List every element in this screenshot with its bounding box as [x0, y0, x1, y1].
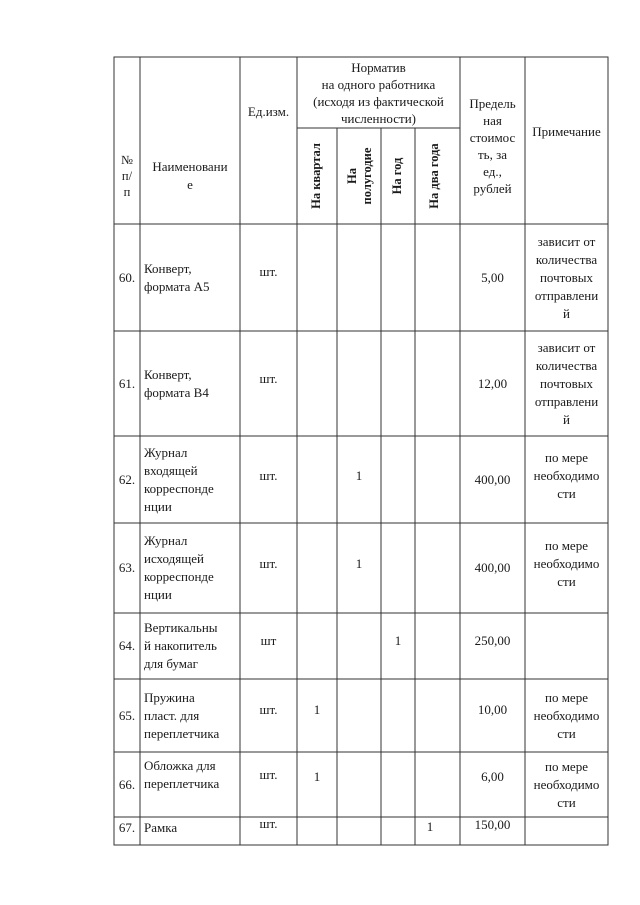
subheader-half: На полугодие: [345, 147, 374, 205]
row-65-unit: шт.: [259, 702, 278, 717]
row-61-unit: шт.: [259, 371, 278, 386]
row-65-num: 65.: [118, 707, 136, 723]
row-60-price: 5,00: [481, 269, 504, 285]
header-note: Примечание: [532, 124, 601, 139]
row-66-name: Обложка для переплетчика: [144, 758, 220, 791]
row-65-price: 10,00: [477, 702, 508, 717]
row-66-unit: шт.: [259, 767, 278, 782]
header-norm: Норматив на одного работника (исходя из фактической численности): [313, 59, 444, 126]
subheader-year: На год: [390, 157, 404, 195]
row-67-num: 67.: [118, 820, 136, 835]
row-61-note: зависит от количества почтовых отправлени й: [534, 339, 599, 427]
row-67-two-years: 1: [426, 819, 434, 834]
row-62-unit: шт.: [259, 468, 278, 483]
row-66-quarter: 1: [313, 769, 321, 784]
row-61-name: Конверт, формата В4: [144, 366, 209, 400]
subheader-two-years: На два года: [427, 143, 441, 209]
row-60-num: 60.: [118, 269, 136, 285]
row-62-half: 1: [355, 468, 363, 483]
row-64-name: Вертикальны й накопитель для бумаг: [144, 620, 218, 671]
row-67-unit: шт.: [259, 816, 278, 831]
row-64-price: 250,00: [474, 633, 511, 648]
row-61-price: 12,00: [477, 375, 508, 391]
row-65-note: по мере необходимо сти: [533, 689, 600, 741]
row-60-note: зависит от количества почтовых отправлени й: [534, 233, 599, 321]
row-62-note: по мере необходимо сти: [533, 450, 600, 501]
header-num: № п/ п: [121, 153, 133, 199]
row-62-num: 62.: [118, 471, 136, 487]
row-63-num: 63.: [118, 560, 136, 575]
row-61-num: 61.: [118, 375, 136, 391]
row-67-price: 150,00: [474, 817, 511, 832]
row-63-name: Журнал исходящей корреспонде нции: [144, 533, 214, 602]
header-price: Предель ная стоимос ть, за ед., рублей: [469, 96, 516, 196]
row-64-unit: шт: [260, 633, 277, 648]
row-60-name: Конверт, формата А5: [144, 260, 210, 294]
row-63-unit: шт.: [259, 556, 278, 571]
row-60-unit: шт.: [259, 264, 278, 279]
row-64-year: 1: [394, 633, 402, 648]
row-63-half: 1: [355, 556, 363, 571]
row-63-price: 400,00: [474, 560, 511, 575]
subheader-quarter: На квартал: [309, 143, 323, 209]
header-name: Наименовани е: [152, 159, 228, 192]
row-66-num: 66.: [118, 776, 136, 792]
row-62-name: Журнал входящей корреспонде нции: [144, 444, 214, 514]
row-63-note: по мере необходимо сти: [533, 538, 600, 589]
header-unit: Ед.изм.: [247, 104, 290, 119]
row-66-note: по мере необходимо сти: [533, 758, 600, 810]
row-66-price: 6,00: [481, 769, 504, 784]
row-62-price: 400,00: [474, 471, 511, 487]
row-67-name: Рамка: [144, 820, 178, 835]
row-64-num: 64.: [118, 638, 136, 653]
row-65-name: Пружина пласт. для переплетчика: [144, 689, 220, 741]
row-65-quarter: 1: [313, 702, 321, 717]
